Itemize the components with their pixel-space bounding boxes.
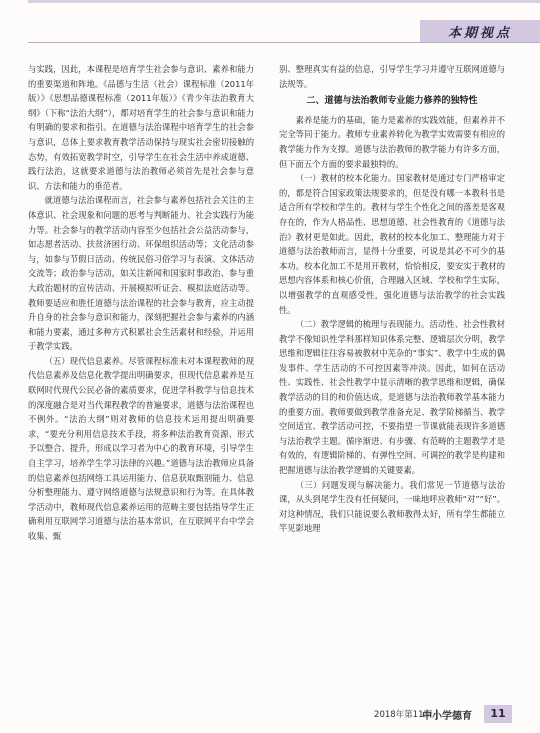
section-tab [420,20,540,42]
section-heading: 二、道德与法治教师专业能力修养的独特性 [306,96,478,107]
section-title: 本期视点 [447,26,512,41]
page-header [0,0,540,44]
issue-label: 2018年第11期 [374,710,432,720]
left-column [28,62,254,544]
page-number: 11 [484,705,512,723]
paragraph: 素养是能力的基础，能力是素养的实践效能，但素养并不完全等同于能力。教师专业素养转化为教学实效需要有相应的教学能力作为支撑。道德与法治教师的教学能力有许多方面，但下面五个方面的要求最独特的。 [279,114,505,169]
paragraph: 与实践，因此，本课程是培育学生社会参与意识、素养和能力的重要渠道和阵地。《品德与生活（社会）课程标准（2011年版）》《思想品德课程标准（2011年版）》《青少年法治教育大纲》（下称“法治大纲”），都对培育学生的社会参与意识和能力有明确的要求和指引。在道德与法治课程中培育学生的社会参与意识，总体上要求教育教学活动保持与现实社会密切接触的态势，有效拓宽教学时空，引导学生在社会生活中养成道德、践行法治，这就要求道德与法治教师必须首先是社会参与意识、方法和能力的垂范者。 [28,64,254,191]
paragraph: （五）现代信息素养。尽管课程标准未对本课程教师的现代信息素养及信息化教学提出明确要求，但现代信息素养是互联网时代现代公民必备的素质要求，促进学科教学与信息技术的深度融合是对当代课程教学的普遍要求，道德与法治课程也不例外。“法治大纲”则对教师的信息技术运用提出明确要求，“要充分利用信息技术手段，将多种法治教育资源、形式予以整合、提升，形成以学习者为中心的教育环境，引导学生自主学习，培养学生学习法律的兴趣。”道德与法治教师应具备的信息素养包括网络工具运用能力、信息获取甄别能力、信息分析整理能力、遵守网络道德与法规意识和行为等。在具体教学活动中，教师现代信息素养运用的范畴主要包括指导学生正确利用互联网学习道德与法治基本常识，在互联网平台中学会收集、甄 [28,355,254,541]
paragraph: （三）问题发现与解决能力。我们常见一节道德与法治课，从头到尾学生没有任何疑问，一味地呼应教师“对”“好”。对这种情况，我们只能说要么教师教得太好，所有学生都能立竿见影地理 [279,479,505,534]
paragraph: 就道德与法治课程而言，社会参与素养包括社会关注的主体意识、社会现象和问题的思考与判断能力、社会实践行为能力等。社会参与的教学活动内容至少包括社会公益活动参与，如志愿者活动、扶贫济困行动、环保组织活动等；文化活动参与，如参与节假日活动、传统民俗习俗学习与表演、文体活动交流等；政治参与活动，如关注新闻和国家时事政治、参与重大政治题材的宣传活动、开展模拟听证会、模拟法庭活动等。教师要适应和胜任道德与法治课程的社会参与教育，应主动提升自身的社会参与意识和能力，深刻把握社会参与素养的内涵和能力要素，通过多种方式积累社会生活素材和经验，并运用于教学实践。 [28,195,254,352]
header-stripe [28,0,540,3]
paragraph: 别、整理真实有益的信息，引导学生学习并遵守互联网道德与法规等。 [279,64,505,89]
paragraph: （一）教材的校本化能力。国家教材是通过专门严格审定的，都是符合国家政策法规要求的，但是没有哪一本教科书是适合所有学校和学生的。教材与学生个性化之间的落差是客观存在的，作为人格品性、思想道德、社会性教育的《道德与法治》教材更是如此。因此，教材的校本化加工、整理能力对于道德与法治教师而言，显得十分重要，可说是其必不可少的基本功。校本化加工不是用开教材，恰恰相反，要安实于教材的思想内容体系和核心价值，合理融入区域、学校和学生实际，以增强教学的直观感受性，强化道德与法治教学的社会实践性。 [279,173,505,315]
right-column [279,62,505,536]
header-rule [28,42,540,43]
page-footer [0,704,540,726]
paragraph: （二）教学逻辑的梳理与表现能力。活动性、社会性教材教学不像知识性学科那样知识体系完整、逻辑层次分明，教学思维和逻辑往往容易被教材中芜杂的“事实”、教学中生成的偶发事件、学生活动的不可控因素等冲淡。因此，如何在活动性、实践性、社会性教学中显示清晰的教学思维和逻辑，确保教学活动的目的和价值达成，是道德与法治教师教学基本能力的重要方面。教师要做到教学准备充足、教学阶梯循当、教学空间适宜、教学活动可控，不要指望一节课就能表现许多道德与法治教学主题。循序渐进、有步骤、有范畴的主题教学才是有效的，有逻辑阶梯的、有弹性空间、可调控的教学是构建和把握道德与法治教学逻辑的关键要素。 [279,319,505,476]
magazine-name: 中小学德育 [422,711,472,722]
